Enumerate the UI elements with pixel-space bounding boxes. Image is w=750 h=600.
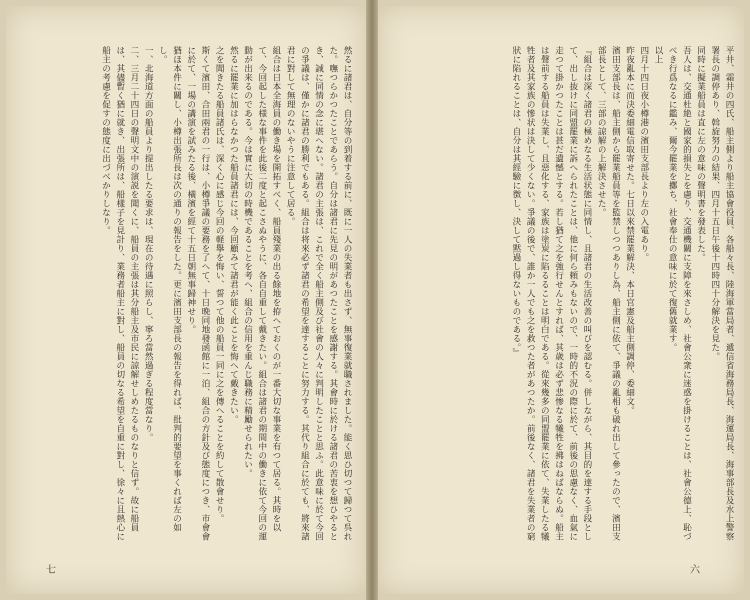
right-page — [378, 6, 744, 594]
left-page — [6, 6, 366, 594]
paragraph: 吾人は、交通杜絶と國家的損失とを慮り、交通機關に支障を來さしめ、社會公衆に迷惑を掛けることは、社會公德上、恥づべき行爲なるに鑑み、爾今罷業を擲ち、社會奉仕の意味に於て復舊就業す。 — [667, 46, 692, 541]
left-page-text — [18, 46, 354, 546]
signature-line: 以上 — [652, 46, 663, 64]
paragraph: 同時に擬業船員は直に左の意味の聲明書を發表した。 — [695, 46, 706, 262]
book-gutter — [366, 0, 378, 600]
paragraph: 斯くて濱田、合田兩君の一行は、小樽爭議の要務を了へて、十日晩同地發函館に一泊、組合の方針及び態度につき、市會會に於て、一場の講演を試みたる後、橫濱を經て十五日朝無事歸神せり。 — [185, 46, 210, 541]
right-page-text — [388, 46, 736, 546]
page-number: 七 — [46, 565, 56, 576]
paragraph: 一、北海道方面の船員より提出したる要求は、現在の待遇に照らし、寧ろ當然過ぎる程度當なり。 — [143, 46, 154, 442]
paragraph: 猶ほ本件に關し、小樽出張所長は次の通りの報告をした。更に濱田支部長の報告を得れば、批判的要望を事くれば左の如し。 — [157, 46, 182, 532]
paragraph: 之を聞きたる船員諸氏は、深く心に感じ今回の軽擧を悔い、誓つて他の船員一同に之を傳へることを約して散會せり。 — [214, 46, 225, 523]
paragraph: 『組合は深く諸君の極めなる生活状態に同情し、且諸君の生活改善の叫びを認むる。併しながら、其目的を達する手段として、出し抜けに同盟罷業に訴へられたことは、他に何ら頼みもないので、一時的不況の際に於て、前後の思慮なく、血氣に走つて掛かつたことは甚だ遺憾とする。若し猶て之を強行せんとすれば、其歳は必ず悲惨なる犧牲を拂はねばならぬ。船主は聲前する船員は失業し、且惡化する、家族は塗炭に陷るることは明白である。從來幾多の同盟罷業に依て、失業したる犧牲者及其家族の慘状は決して少くない。爭議の後で、誰か一人でも之を救つた者があつたか。前後なく、諸君を失業者の窮狀に陷れることは、自分は其經驗に徴し、決して黙過し得ないものである。』 — [510, 46, 592, 541]
paragraph: 組合は日本全海員の働き場を開拓すべく、船員殘業の出る餘地を拵へておくのが一番大切な事業を有つて居る。其時を以て、今回起した様な事件を此後二度と起こさぬやうに、各自自重して戴きたい。組合は諸君の期間中の働きに依て今回の運動が出来るのである。今は實に大切の時機であることを考へ、組合の信用を重んじ職務に精勵せられたい。 — [242, 46, 281, 541]
paragraph: 昨夜亂本に而決委細電信取寄せた。七日以來禁罷業解決、本日官憲及船主側調停、委細文。 — [624, 46, 635, 415]
paragraph: 濱田支部長は、船主側から罷業船員等を監禁しつつありし為、船主側に依て、爭議の亂相も破れ出して參ったので、濱田支部長として、三部の諒解の上解決させた。 — [596, 46, 621, 541]
paragraph: 平井、霜井の四氏、船主側より船主協會役員、各船々長、陸海軍當局者、遞信省海務局長、海運局長、海事部長及水上警察署長の調停あり、斡旋努力の結果、四月十五日午後十四時四十分解決を見た。 — [709, 46, 734, 541]
paragraph: 然るに罷業に加はらなかつた船員諸君には、今回顧みて諸君が能く此ことを悔へて戴きたい。 — [228, 46, 239, 424]
paragraph: 四月十四日夜小樽港の濱田支部長より左の入電あり。 — [638, 46, 649, 262]
paragraph: 二、三月二十四日の聲明文中の演説を聞くに、船員の主張は其分船主及市民に諒解せしめたるものなりと信ず。故に船員は、其儘暫く猶に就き、出張所は、船樣子を見計り、業務者船主に對し、船員の切なる希望を自重に對し、徐々に且熱心に船主の考慮を促すの態度に出づべかりしなり。 — [100, 46, 139, 541]
paragraph: 然るに諸君は、自分等の到着する前に、既に一人の失業者も出さず、無事復業就職されました。能く思ひ切つて歸つて呉れた。嘸つらかつたことであらう。自分は諸君に先見の明があつたことを感謝する。其會時に於ける諸君の苦衷を想ひやるとき、誠に同情の念に堪へない。諸君の主張は、これで全く船主側及び社會の人々に判明したことと思ふ。此意味に於て今回の爭議は、僅かに諸君の勝利でもある。組合は将來必ず諸君の希望を達することに努力する。其代り組合に於ても、將來諸君に對して無理のないやうに注意して居る。 — [285, 46, 352, 541]
page-number: 六 — [690, 565, 700, 576]
